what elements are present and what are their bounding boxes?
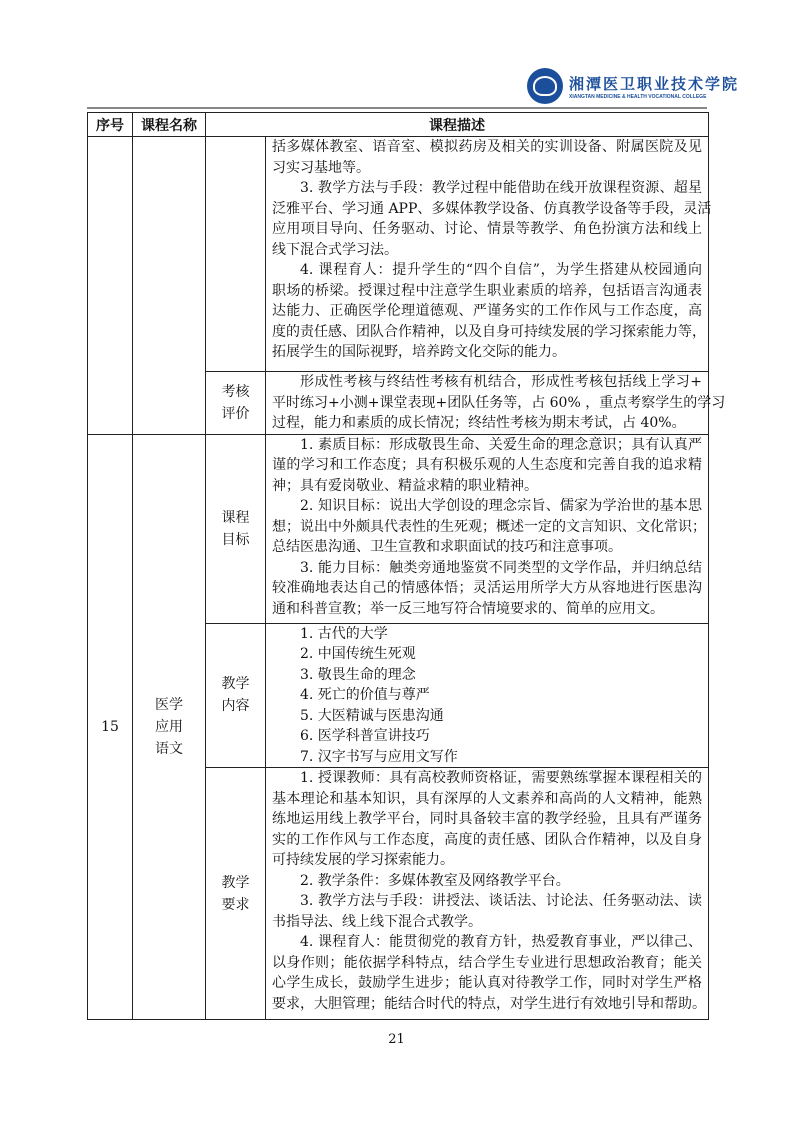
cell-name-empty [133, 137, 206, 435]
text-line: 平时练习+小测+课堂表现+团队任务等，占 60% ，重点考察学生的学习 [272, 394, 726, 411]
text-line: 4. 课程育人：能贯彻党的教育方针，热爱教育事业，严以律己、 [300, 934, 702, 950]
assess-label: 考核评价 [221, 383, 250, 422]
goal-label: 课程目标 [221, 509, 250, 548]
text-line: 3. 教学方法与手段：讲授法、谈话法、讨论法、任务驱动法、读 [300, 893, 702, 909]
text-line: 过程，能力和素质的成长情况；终结性考核为期末考试，占 40%。 [272, 415, 686, 431]
text-line: 达能力、正确医学伦理道德观、严谨务实的工作作风与工作态度，高 [272, 303, 702, 319]
text-line: 3. 教学方法与手段：教学过程中能借助在线开放课程资源、超星 [300, 180, 702, 196]
list-item: 2. 中国传统生死观 [300, 646, 416, 662]
text-line: 想；说出中外颇具代表性的生死观；概述一定的文言知识、文化常识； [272, 518, 706, 535]
text-line: 4. 课程育人：提升学生的“四个自信”，为学生搭建从校园通向 [300, 262, 702, 278]
text-line: 应用项目导向、任务驱动、讨论、情景等教学、角色扮演方法和线上 [272, 221, 702, 237]
header-no: 序号 [88, 113, 133, 137]
goal-text [266, 434, 709, 623]
cell-no-empty [88, 137, 133, 435]
list-item: 7. 汉字书写与应用文写作 [300, 748, 458, 765]
list-item: 4. 死亡的价值与尊严 [300, 687, 430, 703]
table-header-row [88, 113, 709, 137]
college-logo [527, 68, 739, 104]
req-text [266, 768, 709, 1020]
list-item: 3. 敬畏生命的理念 [300, 666, 416, 683]
text-line: 通和科普宣教；举一反三地写符合情境要求的、简单的应用文。 [272, 600, 664, 617]
course-no: 15 [88, 434, 133, 1020]
page-number: 21 [388, 1032, 405, 1047]
text-line: 形成性考核与终结性考核有机结合，形成性考核包括线上学习+ [300, 374, 702, 390]
logo-chinese-name: 湘潭医卫职业技术学院 [569, 74, 740, 93]
text-line: 谨的学习和工作态度；具有积极乐观的人生态度和完善自我的追求精 [272, 457, 702, 473]
course-name-line: 医学 [155, 696, 183, 713]
text-line: 2. 知识目标：说出大学创设的理念宗旨、儒家为学治世的基本思 [300, 498, 702, 514]
text-line: 实的工作作风与工作态度，高度的责任感、团队合作精神，以及自身 [272, 831, 702, 848]
course-table [87, 112, 726, 1020]
list-item: 1. 古代的大学 [300, 625, 388, 642]
text-line: 线下混合式学习法。 [272, 241, 398, 258]
text-line: 1. 授课教师：具有高校教师资格证，需要熟练掌握本课程相关的 [300, 770, 702, 786]
req-label: 教学要求 [221, 874, 250, 913]
content-list [266, 623, 709, 768]
cont-teaching-req [266, 137, 712, 372]
text-line: 括多媒体教室、语音室、模拟药房及相关的实训设备、附属医院及见 [272, 139, 702, 155]
text-line: 1. 素质目标：形成敬畏生命、关爱生命的理念意识；具有认真严 [300, 436, 702, 453]
course-name [133, 434, 206, 1020]
text-line: 习实习基地等。 [272, 159, 370, 176]
college-emblem-icon [527, 68, 563, 104]
text-line: 心学生成长，鼓励学生进步；能认真对待教学工作，同时对学生严格 [272, 975, 702, 991]
text-line: 度的责任感、团队合作精神，以及自身可持续发展的学习探索能力等， [272, 323, 706, 340]
table-row [88, 434, 709, 623]
logo-english-name: XIANGTAN MEDICINE & HEALTH VOCATIONAL COLLEGE [569, 93, 707, 100]
text-line: 3. 能力目标：触类旁通地鉴赏不同类型的文学作品，并归纳总结 [300, 559, 702, 576]
text-line: 基本理论和基本知识，具有深厚的人文素养和高尚的人文精神，能熟 [272, 790, 702, 807]
text-line: 以身作则；能依据学科特点，结合学生专业进行思想政治教育；能关 [272, 954, 702, 971]
header-divider [87, 107, 707, 109]
course-name-line: 语文 [155, 740, 183, 757]
header-description: 课程描述 [206, 113, 709, 137]
text-line: 练地运用线上教学平台，同时具备较丰富的教学经验，且具有严谨务 [272, 811, 702, 827]
cell-label-empty [206, 137, 266, 372]
text-line: 要求，大胆管理；能结合时代的特点，对学生进行有效地引导和帮助。 [272, 995, 706, 1012]
text-line: 拓展学生的国际视野，培养跨文化交际的能力。 [272, 344, 566, 360]
list-item: 5. 大医精诚与医患沟通 [300, 707, 444, 724]
text-line: 职场的桥梁。授课过程中注意学生职业素质的培养，包括语言沟通表 [272, 282, 702, 299]
text-line: 神；具有爱岗敬业、精益求精的职业精神。 [272, 477, 538, 494]
text-line: 书指导法、线上线下混合式教学。 [272, 913, 482, 930]
text-line: 可持续发展的学习探索能力。 [272, 852, 454, 868]
text-line: 较准确地表达自己的情感体悟；灵活运用所学大方从容地进行医患沟 [272, 580, 702, 596]
assess-text [266, 372, 726, 435]
content-label: 教学内容 [221, 676, 250, 715]
text-line: 总结医患沟通、卫生宣教和求职面试的技巧和注意事项。 [272, 539, 622, 555]
header-course-name: 课程名称 [133, 113, 206, 137]
course-name-line: 应用 [155, 718, 183, 735]
text-line: 泛雅平台、学习通 APP、多媒体教学设备、仿真教学设备等手段，灵活 [272, 200, 712, 217]
table-row [88, 137, 709, 372]
text-line: 2. 教学条件：多媒体教室及网络教学平台。 [300, 872, 570, 889]
list-item: 6. 医学科普宣讲技巧 [300, 728, 430, 744]
